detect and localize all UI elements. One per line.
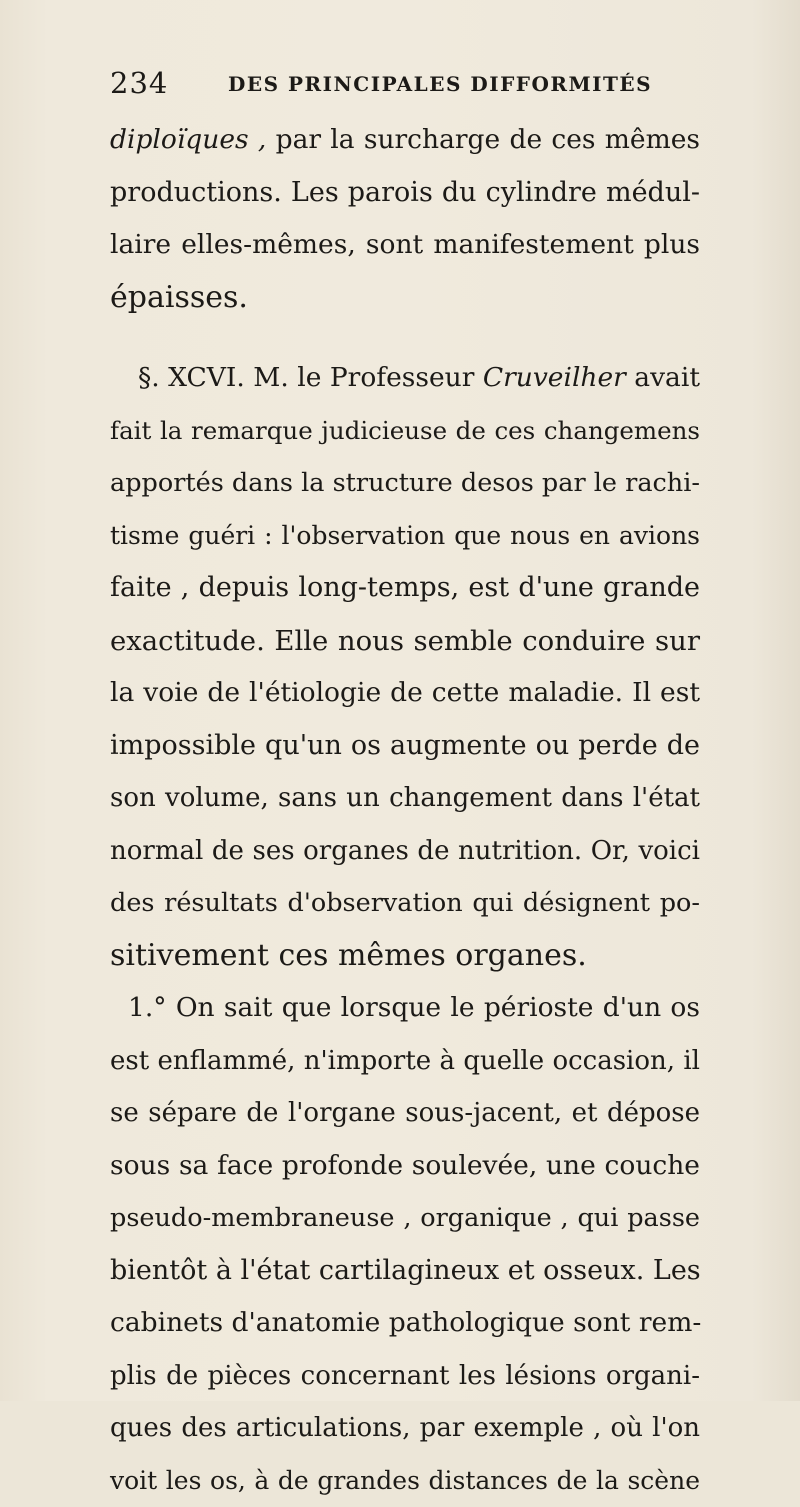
text-line: bientôt à l'état cartilagineux et osseux. Les: [110, 1245, 700, 1298]
text-line: se sépare de l'organe sous-jacent, et dépose: [110, 1087, 700, 1140]
section-marker: §. XCVI. M. le Professeur: [138, 362, 483, 393]
text-line: normal de ses organes de nutrition. Or, voici: [110, 825, 700, 878]
text-line: des résultats d'observation qui désignent po-: [110, 877, 700, 930]
text-line: plis de pièces concernant les lésions organi-: [110, 1350, 700, 1403]
page-number: 234: [110, 66, 168, 100]
line-text: par la surcharge de ces mêmes: [266, 124, 700, 155]
emphasis-term: diploïques ,: [110, 124, 266, 155]
text-line: épaisses.: [110, 272, 700, 325]
line-text: avait: [626, 362, 700, 393]
text-line: pseudo-membraneuse , organique , qui passe: [110, 1192, 700, 1245]
page-header: [110, 66, 730, 106]
text-line: tisme guéri : l'observation que nous en avions: [110, 510, 700, 563]
text-line: impossible qu'un os augmente ou perde de: [110, 720, 700, 773]
text-line: productions. Les parois du cylindre médul-: [110, 167, 700, 220]
running-head: DES PRINCIPALES DIFFORMITÉS: [228, 72, 652, 96]
text-line: [110, 114, 700, 167]
text-line: est enflammé, n'importe à quelle occasion, il: [110, 1035, 700, 1088]
text-line: laire elles-mêmes, sont manifestement plus: [110, 219, 700, 272]
body-text: [110, 114, 700, 1507]
text-line: faite , depuis long-temps, est d'une grande: [110, 562, 700, 615]
text-line: son volume, sans un changement dans l'état: [110, 772, 700, 825]
numbered-paragraph-start: 1.° On sait que lorsque le périoste d'un os: [110, 982, 700, 1035]
text-line: voit les os, à de grandes distances de la scène: [110, 1455, 700, 1507]
text-line: sitivement ces mêmes organes.: [110, 930, 700, 983]
text-line: la voie de l'étiologie de cette maladie. Il est: [110, 667, 700, 720]
author-name: Cruveilher: [483, 362, 626, 393]
text-line: ques des articulations, par exemple , où l'on: [110, 1402, 700, 1455]
text-line: exactitude. Elle nous semble conduire sur: [110, 615, 700, 668]
text-line: fait la remarque judicieuse de ces changemens: [110, 405, 700, 458]
text-line: cabinets d'anatomie pathologique sont rem-: [110, 1297, 700, 1350]
text-line: sous sa face profonde soulevée, une couche: [110, 1140, 700, 1193]
section-heading-line: [110, 352, 700, 405]
text-line: apportés dans la structure desos par le rachi-: [110, 457, 700, 510]
